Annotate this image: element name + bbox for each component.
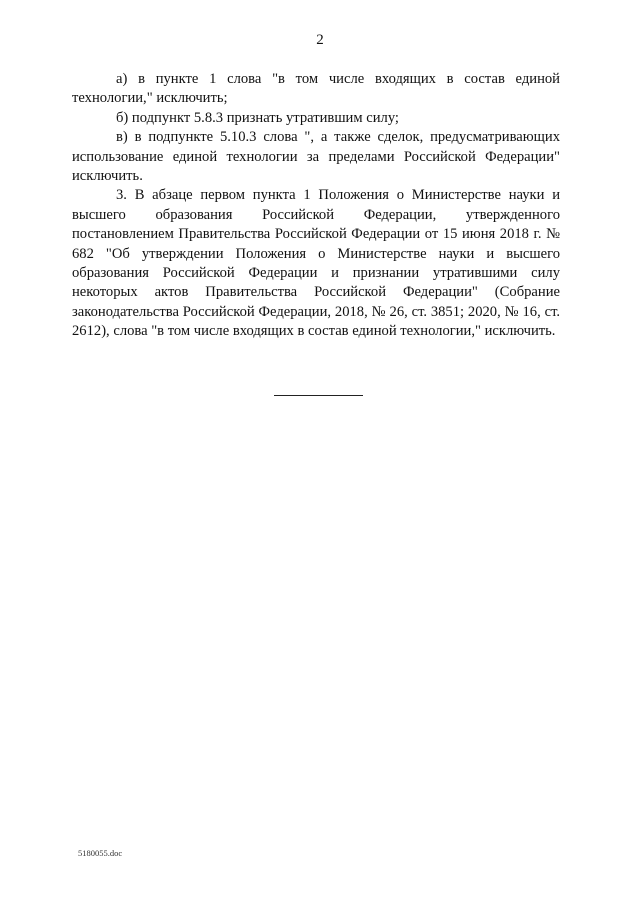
amendment-item-a: а) в пункте 1 слова "в том числе входящих в состав единой технологии," исключить; [72,71,560,107]
amendment-item-3: 3. В абзаце первом пункта 1 Положения о Министерстве науки и высшего образования Российской Федерации, утвержденного постановлением Правительства Российской Федерации от 15 июня 2018 г. № 682 "Об утверждении Положения о Министерстве науки и высшего образования Российской Федерации и признании утратившими силу некоторых актов Правительства Российской Федерации" (Собрание законодательства Российской Федерации, 2018, № 26, ст. 3851; 2020, № 16, ст. 2612), слова "в том числе входящих в состав единой технологии," исключить. [72,187,560,340]
file-code: 5180055.doc [78,848,123,858]
amendment-item-b: б) подпункт 5.8.3 признать утратившим силу; [116,109,399,126]
amendment-item-v: в) в подпункте 5.10.3 слова ", а также сделок, предусматривающих использование единой технологии за пределами Российской Федерации" исключить. [72,129,560,185]
document-body [72,70,560,342]
end-separator-line [274,395,363,396]
page-number: 2 [316,32,324,48]
